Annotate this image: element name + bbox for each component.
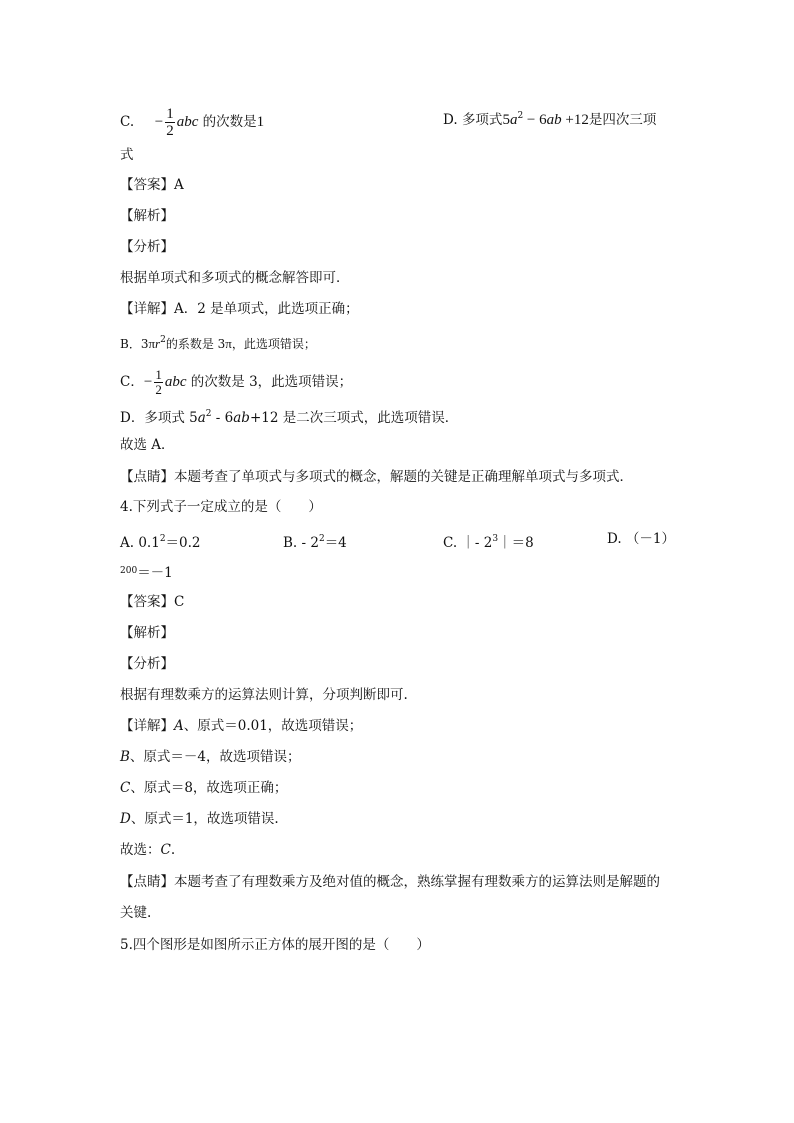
expr-part: +12 [561,112,589,128]
option-text: ＝0.2 [165,535,201,551]
expr-part: a [509,112,518,128]
detail-label: C． [120,374,144,390]
option-text: C. ｜- 2 [443,535,493,551]
detail-text: 、原式＝0.01，故选项错误； [183,718,363,734]
fraction-one-half [165,106,175,139]
q4-comment-wrap: 关键. [120,905,152,921]
variable-abc: abc [164,374,187,390]
detail-text: - 6 [211,410,234,426]
detail-text: +12 是二次三项式，此选项错误． [249,410,459,426]
detail-letter: B [120,749,130,765]
q3-detail-d [120,404,458,428]
detail-text: . [170,842,176,858]
variable-r: r [155,336,161,351]
q4-detail-b [120,747,301,767]
exponent: 2 [318,534,325,544]
q4-option-a [120,529,201,553]
q4-option-d: D. （－1） [607,531,676,547]
detail-heading: 【详解】 [120,718,174,734]
fraction-denominator: 2 [155,382,162,397]
pi-symbol: π [225,336,232,351]
option-text: ＝4 [324,535,347,551]
q3-comment: 【点睛】本题考查了单项式与多项式的概念，解题的关键是正确理解单项式与多项式． [120,469,633,485]
exponent: 2 [517,111,524,121]
q4-detail-a [120,716,362,736]
q4-option-c [443,529,534,553]
exponent: 2 [160,335,166,345]
exponent: 2 [205,409,212,419]
q4-choose [120,840,175,860]
variable-abc: abc [176,114,199,130]
option-text: ＝－1 [137,565,173,581]
minus-sign: − [143,374,153,390]
option-text: B. - 2 [283,535,319,551]
option-label: D. [443,112,458,128]
option-text: A. 0.1 [120,535,160,551]
q4-fenxi-heading: 【分析】 [120,656,174,672]
q3-fenxi-heading: 【分析】 [120,239,174,255]
option-text: ｜＝8 [498,535,534,551]
q3-fenxi-text: 根据单项式和多项式的概念解答即可． [120,270,350,286]
detail-text: 的系数是 3 [165,337,226,351]
expr-part: 5 [502,112,510,128]
q4-answer: 【答案】C [120,594,185,610]
q3-choose: 故选 A． [120,437,175,453]
detail-letter: D [120,811,131,827]
option-text: 的次数是 [202,114,257,130]
option-text: 是四次三项 [588,112,657,128]
q3-detail-c [120,368,352,397]
fraction-numerator: 1 [155,367,162,382]
pi-symbol: π [148,336,156,351]
option-value: 1 [256,114,265,130]
q4-stem: 4.下列式子一定成立的是（ ） [120,499,322,515]
detail-text: 、原式＝8，故选项正确； [130,780,288,796]
exponent: 200 [120,566,138,576]
detail-text: 、原式＝－4，故选项错误； [129,749,301,765]
q4-option-b [283,529,347,553]
expr-part: − 6 [523,112,547,128]
detail-letter: A [174,718,184,734]
q3-option-c [120,106,264,139]
q3-option-d [443,106,656,130]
detail-letter: C [160,842,171,858]
q4-detail-c [120,778,287,798]
q4-comment: 【点睛】本题考查了有理数乘方及绝对值的概念，熟练掌握有理数乘方的运算法则是解题的 [120,874,660,890]
q4-detail-d [120,809,279,829]
expr-part: ab [546,112,562,128]
q3-option-d-wrap: 式 [120,147,134,163]
q4-option-d-wrap [120,561,173,583]
exponent: 3 [492,534,499,544]
fraction-denominator: 2 [166,123,174,139]
detail-text: 、原式＝1，故选项错误. [130,811,279,827]
q3-detail-b [120,330,316,354]
exponent: 2 [159,534,166,544]
detail-text: D．多项式 5 [120,410,198,426]
detail-letter: C [120,780,131,796]
fraction-one-half [154,368,163,397]
detail-text: ，此选项错误； [231,337,316,351]
q3-detail-a: 【详解】A．2 是单项式，此选项正确； [120,301,359,317]
minus-sign: − [154,114,164,130]
q4-analysis-heading: 【解析】 [120,625,174,641]
option-text: 多项式 [461,112,503,128]
variable-a: a [197,410,206,426]
q3-analysis-heading: 【解析】 [120,208,174,224]
q3-answer: 【答案】A [120,177,184,193]
variable-ab: ab [233,410,250,426]
fraction-numerator: 1 [166,106,174,122]
detail-text: 故选： [120,842,161,858]
q4-fenxi-text: 根据有理数乘方的运算法则计算，分项判断即可. [120,687,408,703]
detail-text: B．3 [120,337,149,351]
detail-text: 的次数是 3，此选项错误； [190,374,353,390]
option-label: C. [120,114,135,130]
q5-stem: 5.四个图形是如图所示正方体的展开图的是（ ） [120,937,430,953]
